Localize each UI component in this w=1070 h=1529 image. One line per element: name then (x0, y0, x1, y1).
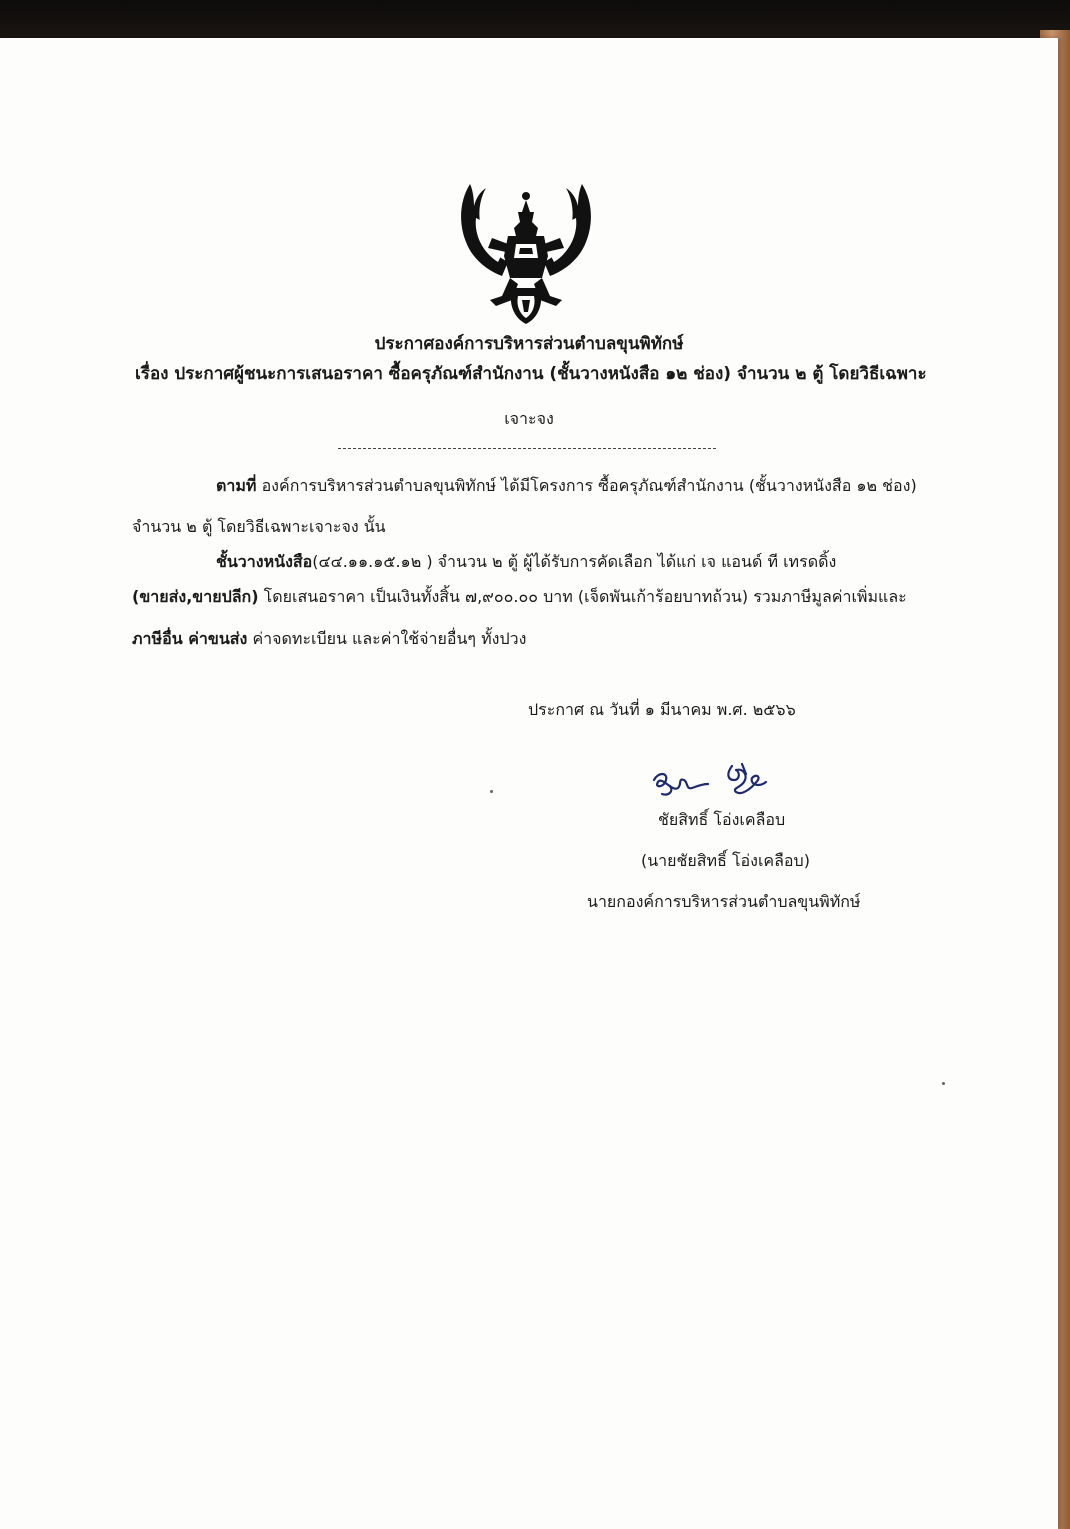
subject-label: เรื่อง (135, 364, 169, 384)
paragraph-2-line-2-text: โดยเสนอราคา เป็นเงินทั้งสิ้น ๗,๙๐๐.๐๐ บาท (เจ็ดพันเก้าร้อยบาทถ้วน) รวมภาษีมูลค่าเพิ่มและ (263, 587, 907, 606)
signer-name: ชัยสิทธิ์ โอ่งเคลือบ (658, 810, 786, 829)
garuda-emblem-icon (452, 178, 600, 328)
paragraph-2-line-1 (216, 552, 836, 572)
paragraph-2-line-1-text: (๔๔.๑๑.๑๕.๑๒ ) จำนวน ๒ ตู้ ผู้ได้รับการคัดเลือก ได้แก่ เจ แอนด์ ที เทรดดิ้ง (312, 552, 837, 571)
document-title: ประกาศองค์การบริหารส่วนตำบลขุนพิทักษ์ (374, 334, 684, 354)
paragraph-2-lead: ชั้นวางหนังสือ (216, 552, 313, 571)
paragraph-2-line-2 (132, 587, 907, 607)
subject-continuation: เจาะจง (504, 409, 554, 428)
paragraph-2-line-3-text: ค่าจดทะเบียน และค่าใช้จ่ายอื่นๆ ทั้งปวง (252, 629, 527, 648)
divider (338, 448, 716, 449)
handwritten-signature-icon (648, 758, 778, 808)
paragraph-2-line-3-lead: ภาษีอื่น ค่าขนส่ง (132, 629, 248, 648)
subject-line (135, 364, 925, 384)
paragraph-1-lead: ตามที่ (216, 476, 257, 495)
paragraph-2-line-2-lead: (ขายส่ง,ขายปลีก) (132, 587, 259, 606)
subject-text: ประกาศผู้ชนะการเสนอราคา ซื้อครุภัณฑ์สำนักงาน (ชั้นวางหนังสือ ๑๒ ช่อง) จำนวน ๒ ตู้ โดยวิธีเฉพาะ (174, 364, 927, 384)
signer-position: นายกองค์การบริหารส่วนตำบลขุนพิทักษ์ (587, 892, 861, 911)
paragraph-1-line-2: จำนวน ๒ ตู้ โดยวิธีเฉพาะเจาะจง นั้น (132, 517, 386, 536)
announcement-date: ประกาศ ณ วันที่ ๑ มีนาคม พ.ศ. ๒๕๖๖ (528, 700, 796, 719)
paragraph-1-line-1-text: องค์การบริหารส่วนตำบลขุนพิทักษ์ ได้มีโครงการ ซื้อครุภัณฑ์สำนักงาน (ชั้นวางหนังสือ ๑๒ ช่อง) (261, 476, 917, 495)
paragraph-1-line-1 (216, 476, 917, 496)
paper-speck (490, 790, 493, 793)
signer-full-name: (นายชัยสิทธิ์ โอ่งเคลือบ) (641, 851, 810, 870)
paper-speck (942, 1082, 945, 1085)
document-page (0, 38, 1058, 1529)
paragraph-2-line-3 (132, 629, 526, 649)
